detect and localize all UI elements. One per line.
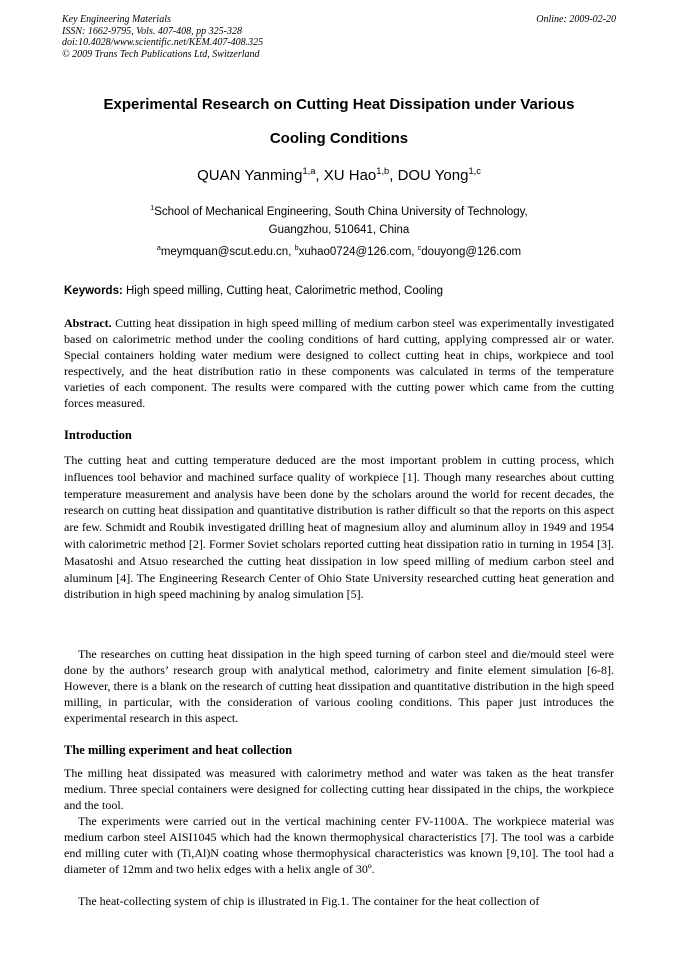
journal-name: Key Engineering Materials: [62, 14, 171, 25]
milling-section-heading: The milling experiment and heat collection: [64, 743, 293, 757]
abstract-text: Cutting heat dissipation in high speed milling of medium carbon steel was experimentally investigated based on calorimetric method under the cooling conditions of hard cutting, applying compressed air or water. Special containers holding water medium were designed to collect cutting heat in chips, workpiece and tool respectively, and the heat distribution ratio in these components was calculated in terms of the temperature varieties of each component. The results were compared with the cutting power which came from the cutting forces measured.: [64, 316, 615, 410]
milling-paragraph-3: The heat-collecting system of chip is illustrated in Fig.1. The container for the heat collection of: [78, 894, 540, 908]
milling-paragraph-2: The experiments were carried out in the vertical machining center FV-1100A. The workpiece material was medium carbon steel AISI1045 which had the known thermophysical characteristics [7]. The tool was a carbide end milling cuter with (Ti,Al)N coating whose thermophysical characteristics was known [9,10]. The tool had a diameter of 12mm and two helix edges with a helix angle of 30º.: [64, 814, 614, 876]
email-mark: c: [417, 244, 422, 253]
email-address: xuhao0724@126.com: [298, 246, 412, 258]
affiliation: [62, 203, 616, 239]
author-list: [62, 166, 616, 186]
affiliation-line-2: Guangzhou, 510641, China: [268, 224, 410, 236]
affiliation-mark: 1: [150, 204, 155, 213]
author-affiliation-mark: 1,a: [302, 166, 316, 176]
introduction-paragraph-2: The researches on cutting heat dissipation in the high speed turning of carbon steel and die/mould steel were done by the authors’ research group with analytical method, calorimetry and finite element simulation [6-8]. However, there is a blank on the research of cutting heat dissipation and quantitative distribution in the high speed milling, in particular, with the consideration of various cooling conditions. This paper just introduces the experimental research in this aspect.: [64, 647, 614, 725]
affiliation-line-1: School of Mechanical Engineering, South China University of Technology,: [154, 206, 528, 218]
author-separator: ,: [389, 167, 398, 184]
milling-paragraph-1: The milling heat dissipated was measured with calorimetry method and water was taken as the heat transfer medium. Three special containers were designed for collecting cutting hear dissipated in the chips, the workpiece and the tool.: [64, 766, 614, 812]
journal-metadata: [62, 14, 263, 60]
author-separator: ,: [315, 167, 324, 184]
email-mark: a: [156, 244, 161, 253]
abstract: [64, 315, 614, 411]
author-name: QUAN Yanming: [197, 167, 303, 184]
email-list: [62, 244, 616, 260]
author-affiliation-mark: 1,c: [468, 166, 481, 176]
paper-title: [62, 88, 616, 156]
keywords-label: Keywords:: [64, 285, 123, 297]
abstract-label: Abstract.: [64, 316, 112, 330]
online-date: Online: 2009-02-20: [536, 14, 616, 25]
introduction-heading: Introduction: [64, 428, 132, 442]
email-mark: b: [294, 244, 299, 253]
copyright-line: © 2009 Trans Tech Publications Ltd, Switzerland: [62, 48, 260, 60]
email-address: meymquan@scut.edu.cn: [160, 246, 289, 258]
doi-line: doi:10.4028/www.scientific.net/KEM.407-408.325: [62, 37, 264, 48]
keywords: [64, 283, 616, 299]
title-line-2: Cooling Conditions: [269, 130, 409, 147]
issn-line: ISSN: 1662-9795, Vols. 407-408, pp 325-328: [62, 25, 242, 37]
author-name: DOU Yong: [397, 167, 469, 184]
email-separator: ,: [288, 246, 295, 258]
introduction-paragraph-1: The cutting heat and cutting temperature deduced are the most important problem in cutting process, which influences tool behavior and machined surface quality of workpiece [1]. Though many researches about cutting temperature measurement and analysis have been done by the scholars around the world for recent decades, the research on cutting heat dissipation and quantitative distribution is rather difficult so that the reports on this aspect are few. Schmidt and Roubik investigated drilling heat of magnesium alloy and aluminum alloy in 1949 and 1954 with calorimetric method [2]. Former Soviet scholars reported cutting heat dissipation ratio in turning in 1954 [3]. Masatoshi and Atsuo researched the cutting heat dissipation in low speed milling of medium carbon steel and aluminum [4]. The Engineering Research Center of Ohio State University researched cutting heat generation and distribution in high speed machining by analog simulation [5].: [64, 453, 614, 602]
keywords-text: High speed milling, Cutting heat, Calorimetric method, Cooling: [126, 285, 444, 297]
author-name: XU Hao: [323, 167, 377, 184]
title-line-1: Experimental Research on Cutting Heat Dissipation under Various: [103, 96, 575, 113]
email-separator: ,: [411, 246, 418, 258]
email-address: douyong@126.com: [421, 246, 522, 258]
author-affiliation-mark: 1,b: [376, 166, 390, 176]
